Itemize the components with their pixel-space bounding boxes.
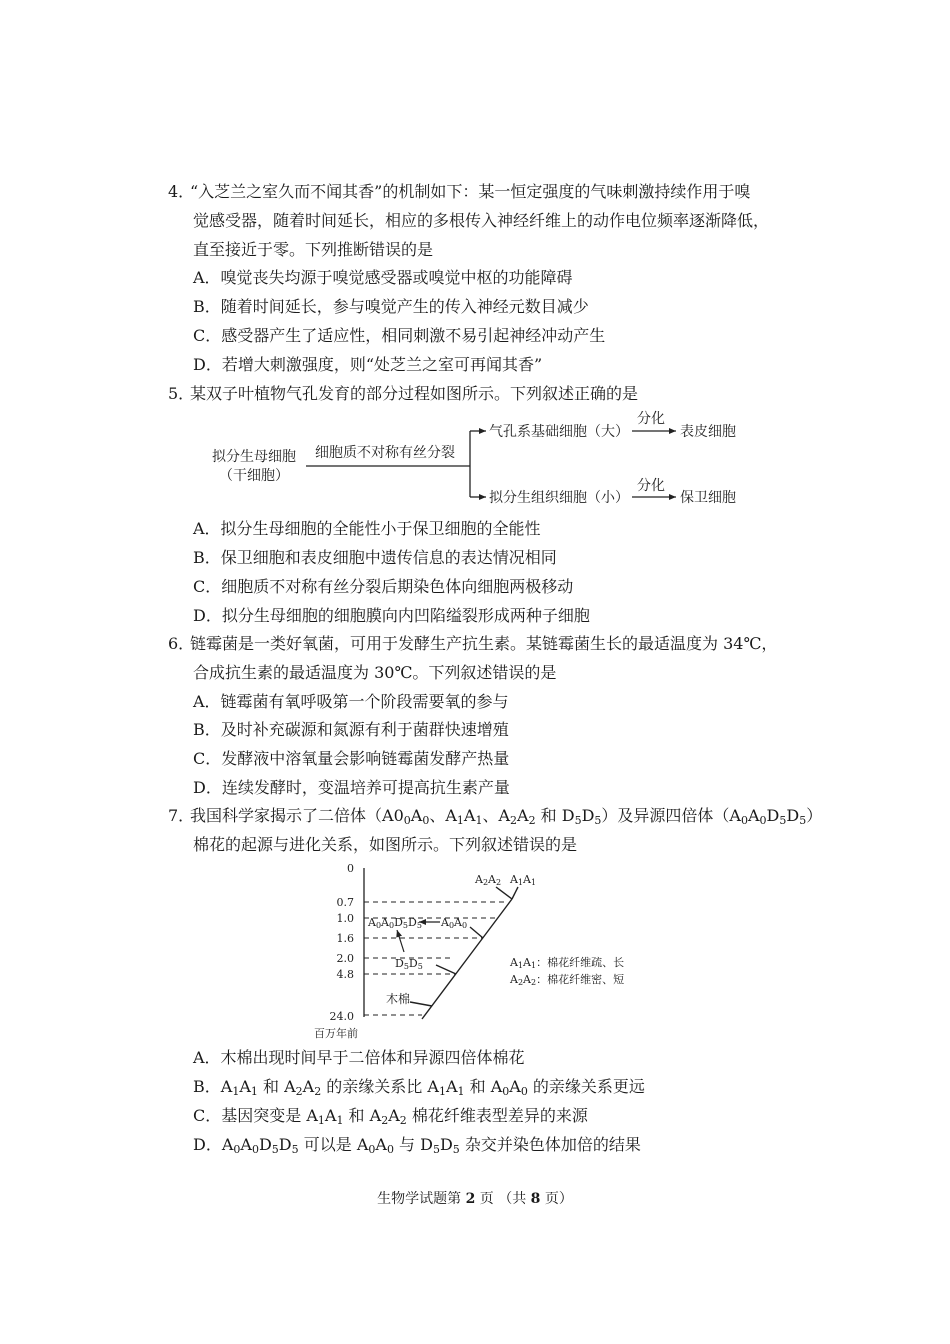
legend-a2a2: A2A2：棉花纤维密、短 <box>510 973 625 987</box>
footer-pre: 生物学试题第 <box>377 1191 462 1207</box>
tick-4.8: 4.8 <box>336 968 354 981</box>
q7-b-pre: B． <box>193 1077 221 1096</box>
q7-d-mid1: 可以是 <box>303 1135 352 1154</box>
q6-option-b: B．及时补充碳源和氮源有利于菌群快速增殖 <box>193 720 509 739</box>
q5-number: 5． <box>168 384 195 403</box>
q6-stem-line-1: 链霉菌是一类好氧菌，可用于发酵生产抗生素。某链霉菌生长的最适温度为 34℃， <box>190 634 778 653</box>
q4-stem-line-2: 觉感受器，随着时间延长，相应的多根传入神经纤维上的动作电位频率逐渐降低， <box>193 211 770 230</box>
legend-a1a1: A1A1：棉花纤维疏、长 <box>510 956 625 970</box>
legend-a1-text: ：棉花纤维疏、长 <box>536 956 625 969</box>
q6-option-c: C．发酵液中溶氧量会影响链霉菌发酵产热量 <box>193 749 510 768</box>
a2-branch <box>496 887 512 899</box>
tick-0.7: 0.7 <box>336 896 354 909</box>
time-unit-label: 百万年前 <box>314 1027 358 1040</box>
q7-c-end: 棉花纤维表型差异的来源 <box>411 1106 588 1125</box>
a0a0-label: A0A0 <box>441 916 468 930</box>
q7-number: 7． <box>168 806 195 825</box>
d5-branch <box>436 965 456 974</box>
q7-stem-line-2: 棉花的起源与进化关系，如图所示。下列叙述错误的是 <box>193 835 578 854</box>
q7-b-mid1: 和 <box>262 1077 279 1096</box>
kapok-label: 木棉 <box>386 992 411 1006</box>
q4-stem-line-3: 直至接近于零。下列推断错误的是 <box>193 240 434 259</box>
footer-total-pages: 8 <box>530 1191 541 1207</box>
q7-option-c: C．基因突变是 $A_1A_1$ 和 $A_2A_2$ 棉花纤维表型差异的来源 <box>193 1106 588 1127</box>
q5-option-c: C．细胞质不对称有丝分裂后期染色体向细胞两极移动 <box>193 577 574 596</box>
footer-mid: 页 （共 <box>479 1191 527 1207</box>
ground-meristem-cell-label: 气孔系基础细胞（大） <box>489 424 629 440</box>
footer-page-number: 2 <box>465 1191 476 1207</box>
footer-post: 页） <box>544 1191 573 1207</box>
guard-cell-label: 保卫细胞 <box>680 490 736 506</box>
q7-b-end: 的亲缘关系更远 <box>532 1077 645 1096</box>
stem-cell-label: （干细胞） <box>219 468 289 484</box>
a2a2-label: A2A2 <box>475 873 502 887</box>
d5d5-label: D5D5 <box>395 957 423 971</box>
a1a1-label: A1A1 <box>510 873 537 887</box>
q5-option-b: B．保卫细胞和表皮细胞中遗传信息的表达情况相同 <box>193 548 557 567</box>
tick-2.0: 2.0 <box>336 952 354 965</box>
q7-option-d: D．$A_0A_0D_5D_5$ 可以是 $A_0A_0$ 与 $D_5D_5$ 杂交并染色体加倍的结果 <box>193 1135 641 1156</box>
q4-number: 4． <box>168 182 195 201</box>
q4-option-b: B．随着时间延长，参与嗅觉产生的传入神经元数目减少 <box>193 297 589 316</box>
q6-number: 6． <box>168 634 195 653</box>
legend-a2-text: ：棉花纤维密、短 <box>536 973 625 986</box>
q5-option-d: D．拟分生母细胞的细胞膜向内凹陷缢裂形成两种子细胞 <box>193 606 590 625</box>
upper-differentiation-label: 分化 <box>637 411 665 427</box>
tick-1.0: 1.0 <box>336 912 354 925</box>
tick-0: 0 <box>347 862 354 875</box>
q4-stem-line-1: “入芝兰之室久而不闻其香”的机制如下：某一恒定强度的气味刺激持续作用于嗅 <box>190 182 751 201</box>
q7-stem-line-1: 我国科学家揭示了二倍体（$A0_0A_0$、$A_1A_1$、$A_2A_2$ 和 $D_5D_5$）及异源四倍体$(A_0A_0D_5D_5)$ <box>190 806 823 827</box>
q4-option-a: A．嗅觉丧失均源于嗅觉感受器或嗅觉中枢的功能障碍 <box>193 268 573 287</box>
q4-option-c: C．感受器产生了适应性，相同刺激不易引起神经冲动产生 <box>193 326 606 345</box>
kapok-branch <box>410 1002 432 1006</box>
q7-option-a: A．木棉出现时间早于二倍体和异源四倍体棉花 <box>193 1048 525 1067</box>
q7-d-end: 杂交并染色体加倍的结果 <box>464 1135 641 1154</box>
q5-option-a: A．拟分生母细胞的全能性小于保卫细胞的全能性 <box>193 519 541 538</box>
page-footer <box>0 1188 950 1208</box>
q7-option-b: B．$A_1A_1$ 和 $A_2A_2$ 的亲缘关系比 $A_1A_1$ 和 $A_0A_0$ 的亲缘关系更远 <box>193 1077 645 1098</box>
q7-stem-part-1: 我国科学家揭示了二倍体（A <box>190 806 394 825</box>
mother-cell-label: 拟分生母细胞 <box>212 449 296 465</box>
q4-option-d: D．若增大刺激强度，则“处芝兰之室可再闻其香” <box>193 355 543 374</box>
a0-branch <box>470 927 483 938</box>
tick-1.6: 1.6 <box>336 932 354 945</box>
epidermal-cell-label: 表皮细胞 <box>680 424 736 440</box>
q7-d-mid2: 与 <box>399 1135 416 1154</box>
q5-stem: 某双子叶植物气孔发育的部分过程如图所示。下列叙述正确的是 <box>190 384 639 403</box>
q7-stem-part-2: 及异源四倍体（A <box>617 806 741 825</box>
a1-branch <box>512 887 518 899</box>
asymmetric-division-label: 细胞质不对称有丝分裂 <box>315 445 455 461</box>
a0a0d5d5-label: A0A0D5D5 <box>368 916 422 930</box>
meristemoid-cell-label: 拟分生组织细胞（小） <box>489 490 629 506</box>
lower-differentiation-label: 分化 <box>637 478 665 494</box>
q6-option-d: D．连续发酵时，变温培养可提高抗生素产量 <box>193 778 510 797</box>
main-lineage <box>422 899 512 1019</box>
q6-stem-line-2: 合成抗生素的最适温度为 30℃。下列叙述错误的是 <box>193 663 557 682</box>
cotton-evolution-tree <box>0 855 950 1045</box>
tick-24.0: 24.0 <box>329 1010 354 1023</box>
q7-b-mid2: 的亲缘关系比 <box>326 1077 423 1096</box>
stomata-development-diagram <box>0 400 950 512</box>
q7-c-pre: C．基因突变是 <box>193 1106 302 1125</box>
q7-c-mid: 和 <box>348 1106 365 1125</box>
q6-option-a: A．链霉菌有氧呼吸第一个阶段需要氧的参与 <box>193 692 509 711</box>
q7-b-mid3: 和 <box>469 1077 486 1096</box>
q7-d-pre: D． <box>193 1135 222 1154</box>
d5-contribution-arrow <box>397 930 404 952</box>
